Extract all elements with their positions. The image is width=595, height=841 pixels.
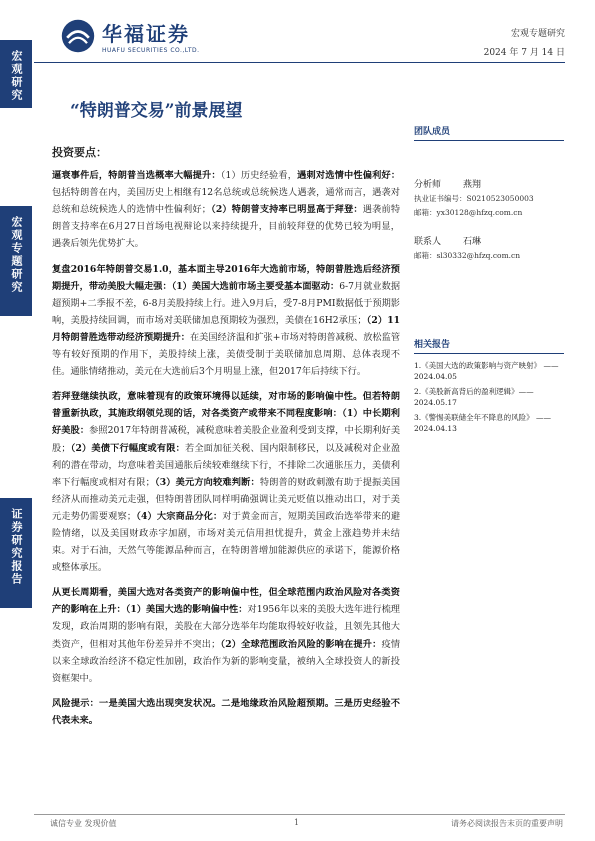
summary-section bbox=[52, 144, 400, 737]
p4-c: （2）全球范围政治风险的影响在提升： bbox=[220, 638, 382, 650]
p1-d: （2）特朗普支持率已明显高于拜登： bbox=[210, 204, 363, 216]
p1-b: 遇刺对选情中性偏利好： bbox=[297, 170, 401, 182]
summary-paragraph-3 bbox=[52, 388, 400, 576]
p2-a: （1）美国大选前市场主要受基本面驱动： bbox=[171, 280, 340, 292]
p3-c: （2）美债下行幅度或有限： bbox=[70, 442, 185, 454]
summary-paragraph-4 bbox=[52, 584, 400, 687]
p2-lead: 复盘2016年特朗普交易1.0，基本面主导2016年大选前市场，特朗普胜选后经济预期提升，带动美股大幅走强： bbox=[52, 263, 400, 292]
p1-c: 包括特朗普在内，美国历史上相继有12名总统或总统候选人遇袭，通常而言，遇袭对总统和总统候选人的选情中性偏利好； bbox=[52, 187, 400, 216]
analyst-2 bbox=[414, 234, 564, 261]
report-type: 宏观专题研究 bbox=[510, 29, 565, 39]
sidebar-block-report bbox=[0, 498, 32, 608]
related-report-2[interactable]: 2.《美股新高背后的盈利逻辑》——2024.05.17 bbox=[414, 387, 534, 407]
team-heading: 团队成员 bbox=[414, 124, 564, 141]
p1-a: （1）历史经验看， bbox=[220, 170, 298, 182]
p3-b: 参照2017年特朗普减税，减税意味着美股企业盈利受到支撑，中长期利好美股； bbox=[52, 425, 401, 454]
p1-lead: 逼衰事件后，特朗普当选概率大幅提升： bbox=[52, 170, 221, 182]
analyst-1 bbox=[414, 177, 564, 218]
analyst-1-cert: 执业证书编号：S0210523050003 bbox=[414, 194, 534, 203]
p2-c: （2）11月特朗普胜选带动经济预期提升： bbox=[52, 314, 401, 343]
footer-rule bbox=[34, 814, 565, 815]
p1-e: 遇袭前特朗普支持率在6月27日首场电视辩论以来持续提升，目前较拜登的优势已较为明显，遇袭后领先优势扩大。 bbox=[52, 204, 401, 250]
p3-h: 对于黄金而言，短期美国政治选举带来的避险情绪，以及美国财政赤字加剧，市场对美元信用担忧提升，黄金上涨趋势并未结束。对于石油，天然气等能源品种而言，在特朗普增加能源供应的承诺下，能源价格或整体承压。 bbox=[52, 510, 401, 574]
brand-name-cn: 华福证券 bbox=[102, 22, 190, 46]
p3-d: 若全面加征关税、国内限制移民，以及减税对企业盈利的潜在带动，均意味着美国通胀后续较难继续下行，不排除二次通胀压力，美债利率下行幅度或相对有限； bbox=[52, 442, 401, 488]
sidebar-block-macro bbox=[0, 40, 32, 108]
p3-g: （4）大宗商品分化： bbox=[136, 510, 223, 522]
summary-heading: 投资要点： bbox=[52, 146, 107, 159]
header-meta bbox=[484, 26, 565, 64]
p4-b: 对1956年以来的美股大选年进行梳理发现，政治周期的影响有限，美股在大部分选举年均能取得较好收益，且领先其他大类资产，但相对其他年份差异并不突出； bbox=[52, 604, 400, 650]
p2-d: 在美国经济温和扩张+市场对特朗普减税、放松监管等有较好预期的作用下，美股持续上涨，美债受制于美联储加息周期、总体表现不佳。通胀情绪推动，美元在大选前后3个月明显上涨，但2017年后持续下行。 bbox=[52, 331, 401, 378]
p4-a: （1）美国大选的影响偏中性： bbox=[125, 604, 248, 616]
header-rule bbox=[34, 62, 565, 63]
sidebar-block-topic-label: 宏观专题研究 bbox=[10, 216, 23, 294]
p3-e: （3）美元方向较难判断： bbox=[154, 476, 260, 488]
related-report-1[interactable]: 1.《美国大选的政策影响与资产映射》 —— 2024.04.05 bbox=[414, 361, 559, 381]
p3-lead: 若拜登继续执政，意味着现有的政策环境得以延续，对市场的影响偏中性。但若特朗普重新执政，其施政纲领兑现的话，对各类资产或带来不同程度影响： bbox=[52, 391, 400, 420]
p3-f: 特朗普的财政刺激有助于提振美国经济从而推动美元走强，但特朗普团队同样明确强调让美元贬值以推动出口，对于美元走势仍需要观察； bbox=[52, 476, 401, 522]
p4-lead: 从更长周期看，美国大选对各类资产的影响偏中性，但全球范围内政治风险对各类资产的影响在上升： bbox=[52, 587, 400, 616]
risk-warning bbox=[52, 695, 400, 729]
related-heading: 相关报告 bbox=[414, 337, 564, 354]
sidebar-block-report-label: 证券研究报告 bbox=[10, 508, 23, 586]
page-number: 1 bbox=[294, 818, 300, 827]
page-title: “特朗普交易”前景展望 bbox=[70, 101, 243, 121]
footer-disclaimer: 请务必阅读报告末页的重要声明 bbox=[451, 819, 563, 828]
related-list bbox=[414, 360, 564, 434]
analyst-2-role: 联系人 bbox=[414, 237, 442, 247]
analyst-1-name: 燕翔 bbox=[463, 180, 482, 190]
footer-slogan: 诚信专业 发现价值 bbox=[50, 819, 117, 828]
sidebar-block-topic bbox=[0, 206, 32, 316]
analyst-1-email[interactable]: 邮箱：yx30128@hfzq.com.cn bbox=[414, 208, 523, 217]
p3-a: （1）中长期利好美股： bbox=[52, 408, 400, 437]
p2-b: 6-7月就业数据超预期+二季报不差，6-8月美股持续上行。进入9月后，受7-8月PMI数据低于预期影响，美股持续回调，而市场对美联储加息预期较为强烈，美债在16H2承压； bbox=[52, 280, 401, 326]
p4-d: 疫情以来全球政治经济不稳定性加剧，政治作为新的影响变量，被纳入全球投资人的新投资框架中。 bbox=[52, 638, 401, 684]
analyst-2-email[interactable]: 邮箱：sl30332@hfzq.com.cn bbox=[414, 251, 521, 260]
brand-mark-icon bbox=[60, 18, 96, 54]
analyst-1-role: 分析师 bbox=[414, 180, 442, 190]
brand-name-en: HUAFU SECURITIES CO.,LTD. bbox=[102, 47, 200, 54]
summary-paragraph-2 bbox=[52, 261, 400, 381]
risk-text: 风险提示：一是美国大选出现突发状况。二是地缘政治风险超预期。三是历史经验不代表未来。 bbox=[52, 697, 400, 726]
related-report-3[interactable]: 3.《警惕美联储全年不降息的风险》 —— 2024.04.13 bbox=[414, 413, 552, 433]
sidebar-block-macro-label: 宏观研究 bbox=[10, 50, 23, 102]
analyst-2-name: 石琳 bbox=[463, 237, 482, 247]
summary-paragraph-1 bbox=[52, 167, 400, 252]
brand-logo bbox=[60, 18, 200, 54]
report-date: 2024 年 7 月 14 日 bbox=[483, 48, 565, 58]
right-column bbox=[414, 124, 564, 442]
